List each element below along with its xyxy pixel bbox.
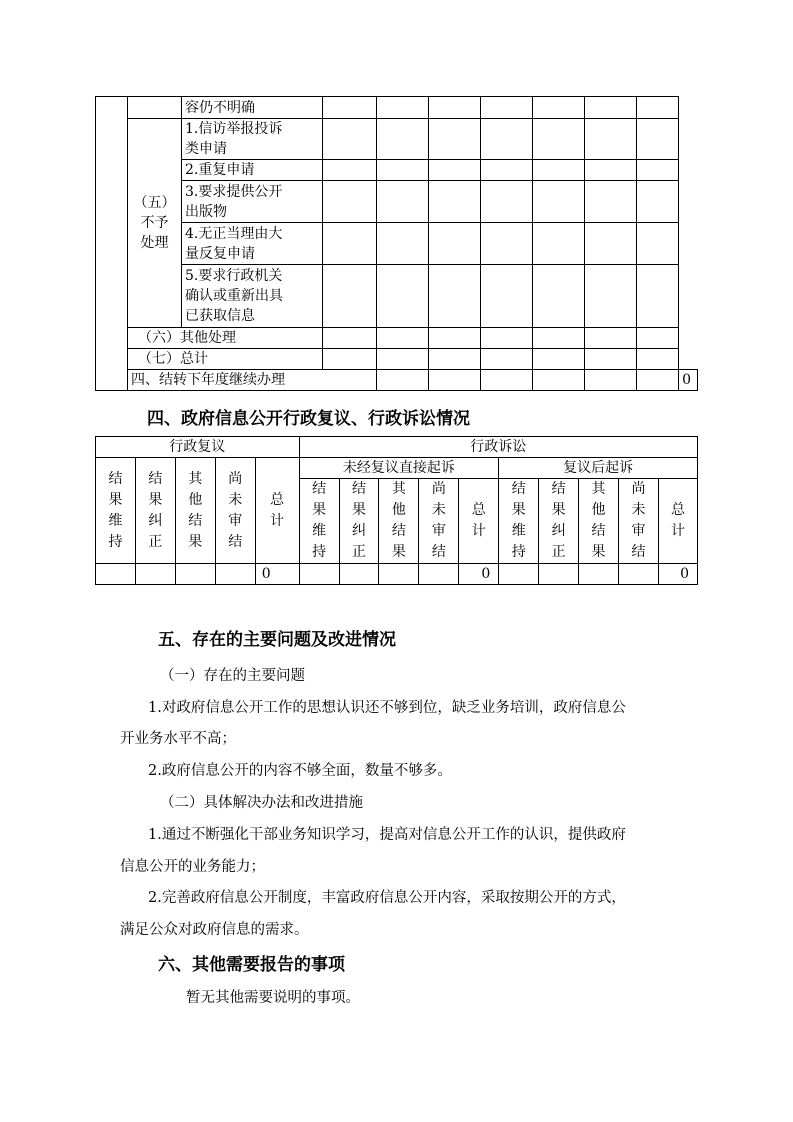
direct-suit-header: 未经复议直接起诉 [299, 458, 499, 479]
col-direct-correct: 结 果 纠 正 [339, 479, 379, 564]
col-after-maintain: 结 果 维 持 [499, 479, 539, 564]
row-label-repeat: 2.重复申请 [182, 160, 323, 181]
admin-review-header: 行政复议 [96, 437, 300, 458]
group5-title: （五） 不予 处理 [128, 119, 182, 328]
row-label-carry-over: 四、结转下年度继续办理 [128, 370, 377, 391]
review-total-value: 0 [255, 564, 299, 585]
col-direct-total: 总 计 [459, 479, 499, 564]
row-label-total: （七）总计 [128, 349, 323, 370]
s5-paragraph-3-line-1: 1.通过不断强化干部业务知识学习，提高对信息公开工作的认识，提供政府 [148, 827, 626, 843]
row-label-continued: 容仍不明确 [182, 97, 323, 119]
col-after-other: 其 他 结 果 [579, 479, 619, 564]
s5-paragraph-4-line-1: 2.完善政府信息公开制度，丰富政府信息公开内容，采取按期公开的方式， [148, 890, 626, 906]
row-label-repeated-mass: 4.无正当理由大 量反复申请 [182, 223, 323, 265]
s6-paragraph: 暂无其他需要说明的事项。 [186, 990, 360, 1006]
after-review-suit-header: 复议后起诉 [499, 458, 698, 479]
row-label-confirm: 5.要求行政机关 确认或重新出具 已获取信息 [182, 265, 323, 328]
disposal-table [95, 96, 698, 391]
col-direct-other: 其 他 结 果 [379, 479, 419, 564]
col-after-total: 总 计 [658, 479, 697, 564]
after-total-value: 0 [658, 564, 697, 585]
review-litigation-table [95, 436, 698, 585]
col-review-correct: 结 果 纠 正 [135, 458, 175, 564]
col-review-total: 总 计 [255, 458, 299, 564]
col-review-maintain: 结 果 维 持 [96, 458, 136, 564]
col-direct-pending: 尚 未 审 结 [419, 479, 459, 564]
col-review-other: 其 他 结 果 [175, 458, 215, 564]
section5-title: 五、存在的主要问题及改进情况 [158, 630, 396, 650]
outer-left-cell [96, 97, 128, 391]
s5-paragraph-2: 2.政府信息公开的内容不够全面，数量不够多。 [148, 763, 452, 779]
direct-total-value: 0 [459, 564, 499, 585]
s5-subheading-measures: （二）具体解决办法和改进措施 [160, 795, 363, 811]
s5-paragraph-4-line-2: 满足公众对政府信息的需求。 [120, 922, 309, 938]
col-review-pending: 尚 未 审 结 [215, 458, 255, 564]
section6-title: 六、其他需要报告的事项 [158, 955, 345, 975]
row-label-publications: 3.要求提供公开 出版物 [182, 181, 323, 223]
section4-title: 四、政府信息公开行政复议、行政诉讼情况 [147, 409, 470, 429]
s5-paragraph-1-line-1: 1.对政府信息公开工作的思想认识还不够到位，缺乏业务培训，政府信息公 [148, 700, 626, 716]
admin-litigation-header: 行政诉讼 [299, 437, 697, 458]
carry-over-value: 0 [679, 370, 698, 391]
row-label-other: （六）其他处理 [128, 328, 323, 349]
group-cell-blank [128, 97, 182, 119]
s5-subheading-problems: （一）存在的主要问题 [160, 668, 305, 684]
row-label-petition: 1.信访举报投诉 类申请 [182, 119, 323, 160]
col-after-correct: 结 果 纠 正 [539, 479, 579, 564]
col-direct-maintain: 结 果 维 持 [299, 479, 339, 564]
s5-paragraph-3-line-2: 信息公开的业务能力； [120, 859, 265, 875]
s5-paragraph-1-line-2: 开业务水平不高； [120, 731, 236, 747]
col-after-pending: 尚 未 审 结 [619, 479, 659, 564]
